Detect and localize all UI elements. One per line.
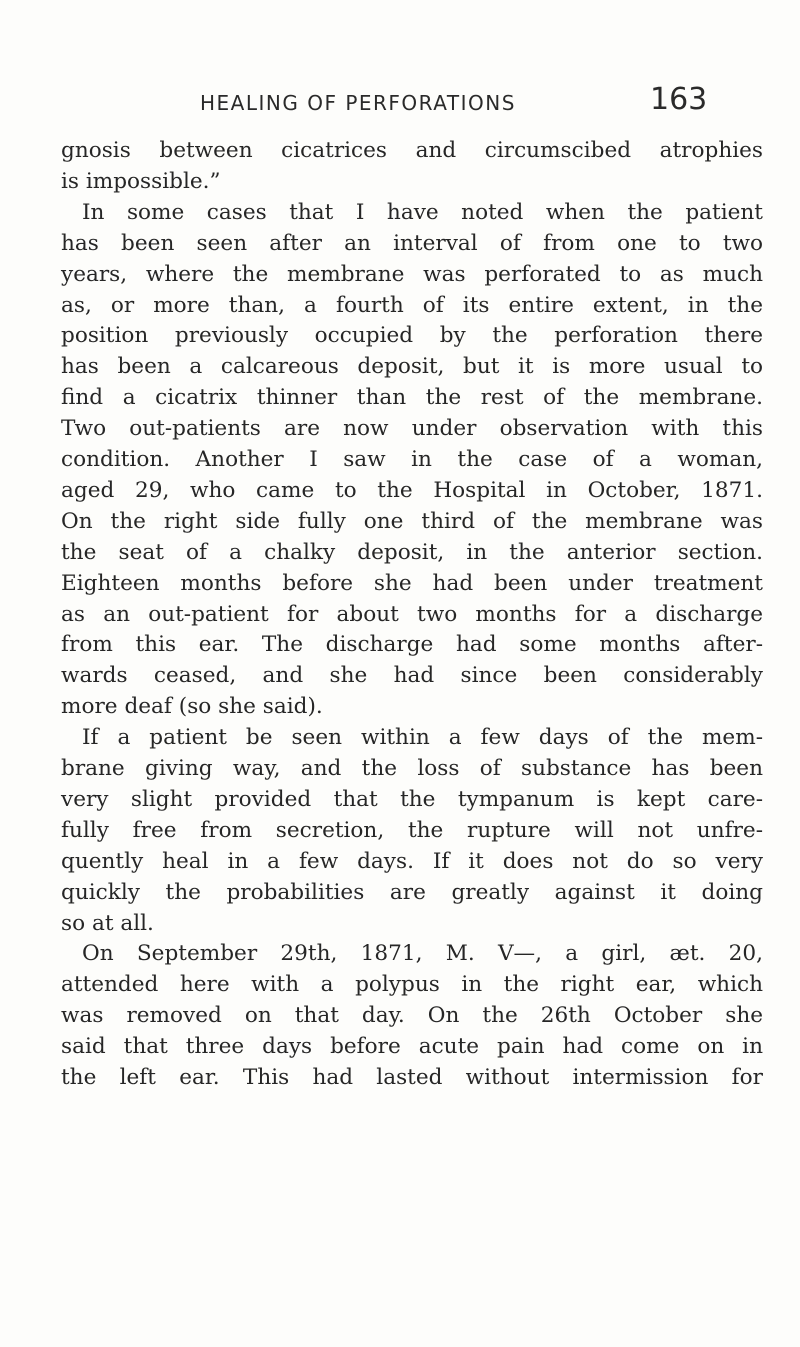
text-line: as, or more than, a fourth of its entire extent, in the — [61, 292, 763, 318]
text-line: has been seen after an interval of from one to two — [61, 230, 763, 256]
text-line: find a cicatrix thinner than the rest of the membrane. — [61, 385, 763, 411]
text-line: Eighteen months before she had been under treatment — [61, 570, 763, 596]
text-line: has been a calcareous deposit, but it is more usual to — [61, 354, 763, 380]
text-line: as an out-patient for about two months for a discharge — [61, 601, 763, 627]
text-line: is impossible.” — [61, 168, 221, 194]
text-line: very slight provided that the tympanum is kept care- — [61, 786, 763, 812]
text-line: quently heal in a few days. If it does not do so very — [61, 848, 763, 874]
text-line: from this ear. The discharge had some months after- — [61, 632, 763, 658]
text-line: was removed on that day. On the 26th October she — [61, 1003, 763, 1029]
text-line: On the right side fully one third of the membrane was — [61, 508, 763, 534]
text-line: attended here with a polypus in the right ear, which — [61, 972, 763, 998]
text-line: wards ceased, and she had since been considerably — [61, 663, 763, 689]
text-line: the seat of a chalky deposit, in the anterior section. — [61, 539, 763, 565]
text-line: aged 29, who came to the Hospital in October, 1871. — [61, 477, 763, 503]
text-line: condition. Another I saw in the case of a woman, — [61, 447, 763, 472]
text-line: more deaf (so she said). — [61, 694, 323, 720]
text-line: gnosis between cicatrices and circumscibed atrophies — [61, 138, 763, 163]
running-head — [0, 82, 800, 128]
text-line: years, where the membrane was perforated to as much — [61, 261, 763, 287]
text-line: In some cases that I have noted when the patient — [82, 199, 763, 225]
text-line: the left ear. This had lasted without intermission for — [61, 1065, 763, 1090]
text-line: so at all. — [61, 910, 154, 936]
text-line: Two out-patients are now under observation with this — [61, 416, 763, 442]
running-title: HEALING OF PERFORATIONS — [200, 91, 516, 115]
text-line: fully free from secretion, the rupture will not unfre- — [61, 817, 763, 843]
text-line: brane giving way, and the loss of substance has been — [61, 756, 763, 781]
text-line: quickly the probabilities are greatly against it doing — [61, 879, 763, 905]
text-line: position previously occupied by the perforation there — [61, 323, 763, 349]
text-line: On September 29th, 1871, M. V—, a girl, æt. 20, — [82, 941, 763, 967]
page-number: 163 — [650, 82, 708, 117]
text-line: If a patient be seen within a few days of the mem- — [82, 725, 763, 751]
text-line: said that three days before acute pain had come on in — [61, 1034, 763, 1060]
